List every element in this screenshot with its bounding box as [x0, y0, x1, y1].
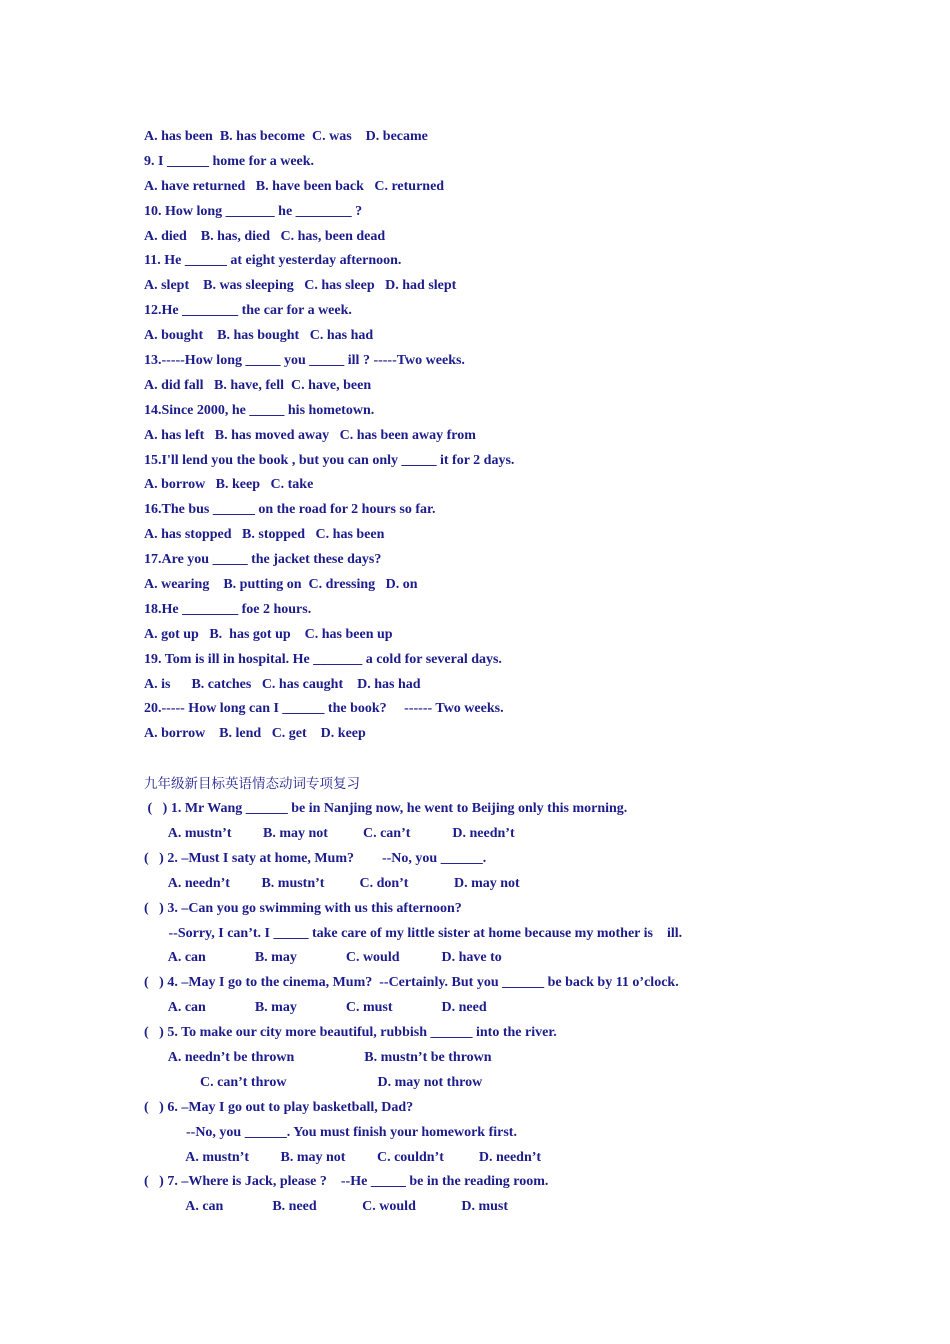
- answer-options: A. can B. may C. would D. have to: [144, 950, 502, 966]
- question-19: 19. Tom is ill in hospital. He _______ a cold for several days.: [144, 651, 502, 667]
- answer-options: A. needn’t be thrown B. mustn’t be thrown: [144, 1049, 492, 1065]
- answer-options: A. is B. catches C. has caught D. has had: [144, 676, 421, 692]
- question-14: 14.Since 2000, he _____ his hometown.: [144, 402, 375, 418]
- modal-question-1: ( ) 1. Mr Wang ______ be in Nanjing now, he went to Beijing only this morning.: [144, 801, 628, 817]
- question-20: 20.----- How long can I ______ the book? ------ Two weeks.: [144, 701, 504, 717]
- dialogue-line: --No, you ______. You must finish your homework first.: [144, 1124, 517, 1140]
- modal-question-5: ( ) 5. To make our city more beautiful, rubbish ______ into the river.: [144, 1025, 557, 1041]
- section-title: 九年级新目标英语情态动词专项复习: [144, 776, 360, 793]
- question-13: 13.-----How long _____ you _____ ill ? -----Two weeks.: [144, 353, 465, 369]
- answer-options: A. can B. need C. would D. must: [144, 1199, 509, 1215]
- question-15: 15.I'll lend you the book , but you can only _____ it for 2 days.: [144, 452, 515, 468]
- answer-options: A. died B. has, died C. has, been dead: [144, 228, 386, 244]
- modal-question-7: ( ) 7. –Where is Jack, please ? --He _____ be in the reading room.: [144, 1174, 549, 1190]
- answer-options: C. can’t throw D. may not throw: [144, 1074, 483, 1090]
- dialogue-line: --Sorry, I can’t. I _____ take care of my little sister at home because my mother is ill.: [144, 925, 683, 941]
- answer-options: A. mustn’t B. may not C. couldn’t D. needn’t: [144, 1149, 542, 1165]
- question-17: 17.Are you _____ the jacket these days?: [144, 552, 382, 568]
- answer-options: A. has left B. has moved away C. has been away from: [144, 427, 476, 443]
- answer-options: A. needn’t B. mustn’t C. don’t D. may not: [144, 875, 520, 891]
- answer-options: A. has been B. has become C. was D. became: [144, 129, 428, 144]
- section-spacer: [144, 747, 864, 772]
- modal-question-2: ( ) 2. –Must I saty at home, Mum? --No, you ______.: [144, 850, 487, 866]
- answer-options: A. borrow B. lend C. get D. keep: [144, 726, 366, 742]
- question-9: 9. I ______ home for a week.: [144, 153, 315, 169]
- answer-options: A. mustn’t B. may not C. can’t D. needn’t: [144, 825, 515, 841]
- worksheet-content: [144, 125, 864, 1220]
- question-11: 11. He ______ at eight yesterday afternoon.: [144, 253, 402, 269]
- answer-options: A. borrow B. keep C. take: [144, 477, 314, 493]
- answer-options: A. wearing B. putting on C. dressing D. on: [144, 577, 418, 593]
- question-16: 16.The bus ______ on the road for 2 hours so far.: [144, 502, 436, 518]
- question-18: 18.He ________ foe 2 hours.: [144, 601, 312, 617]
- answer-options: A. slept B. was sleeping C. has sleep D. had slept: [144, 278, 457, 294]
- modal-question-3: ( ) 3. –Can you go swimming with us this afternoon?: [144, 900, 462, 916]
- question-12: 12.He ________ the car for a week.: [144, 303, 352, 319]
- answer-options: A. have returned B. have been back C. returned: [144, 178, 445, 194]
- answer-options: A. did fall B. have, fell C. have, been: [144, 377, 372, 393]
- modal-question-4: ( ) 4. –May I go to the cinema, Mum? --Certainly. But you ______ be back by 11 o’clock.: [144, 975, 679, 991]
- answer-options: A. bought B. has bought C. has had: [144, 328, 374, 344]
- answer-options: A. has stopped B. stopped C. has been: [144, 527, 385, 543]
- answer-options: A. can B. may C. must D. need: [144, 1000, 487, 1016]
- modal-question-6: ( ) 6. –May I go out to play basketball, Dad?: [144, 1099, 414, 1115]
- answer-options: A. got up B. has got up C. has been up: [144, 626, 393, 642]
- question-10: 10. How long _______ he ________ ?: [144, 203, 363, 219]
